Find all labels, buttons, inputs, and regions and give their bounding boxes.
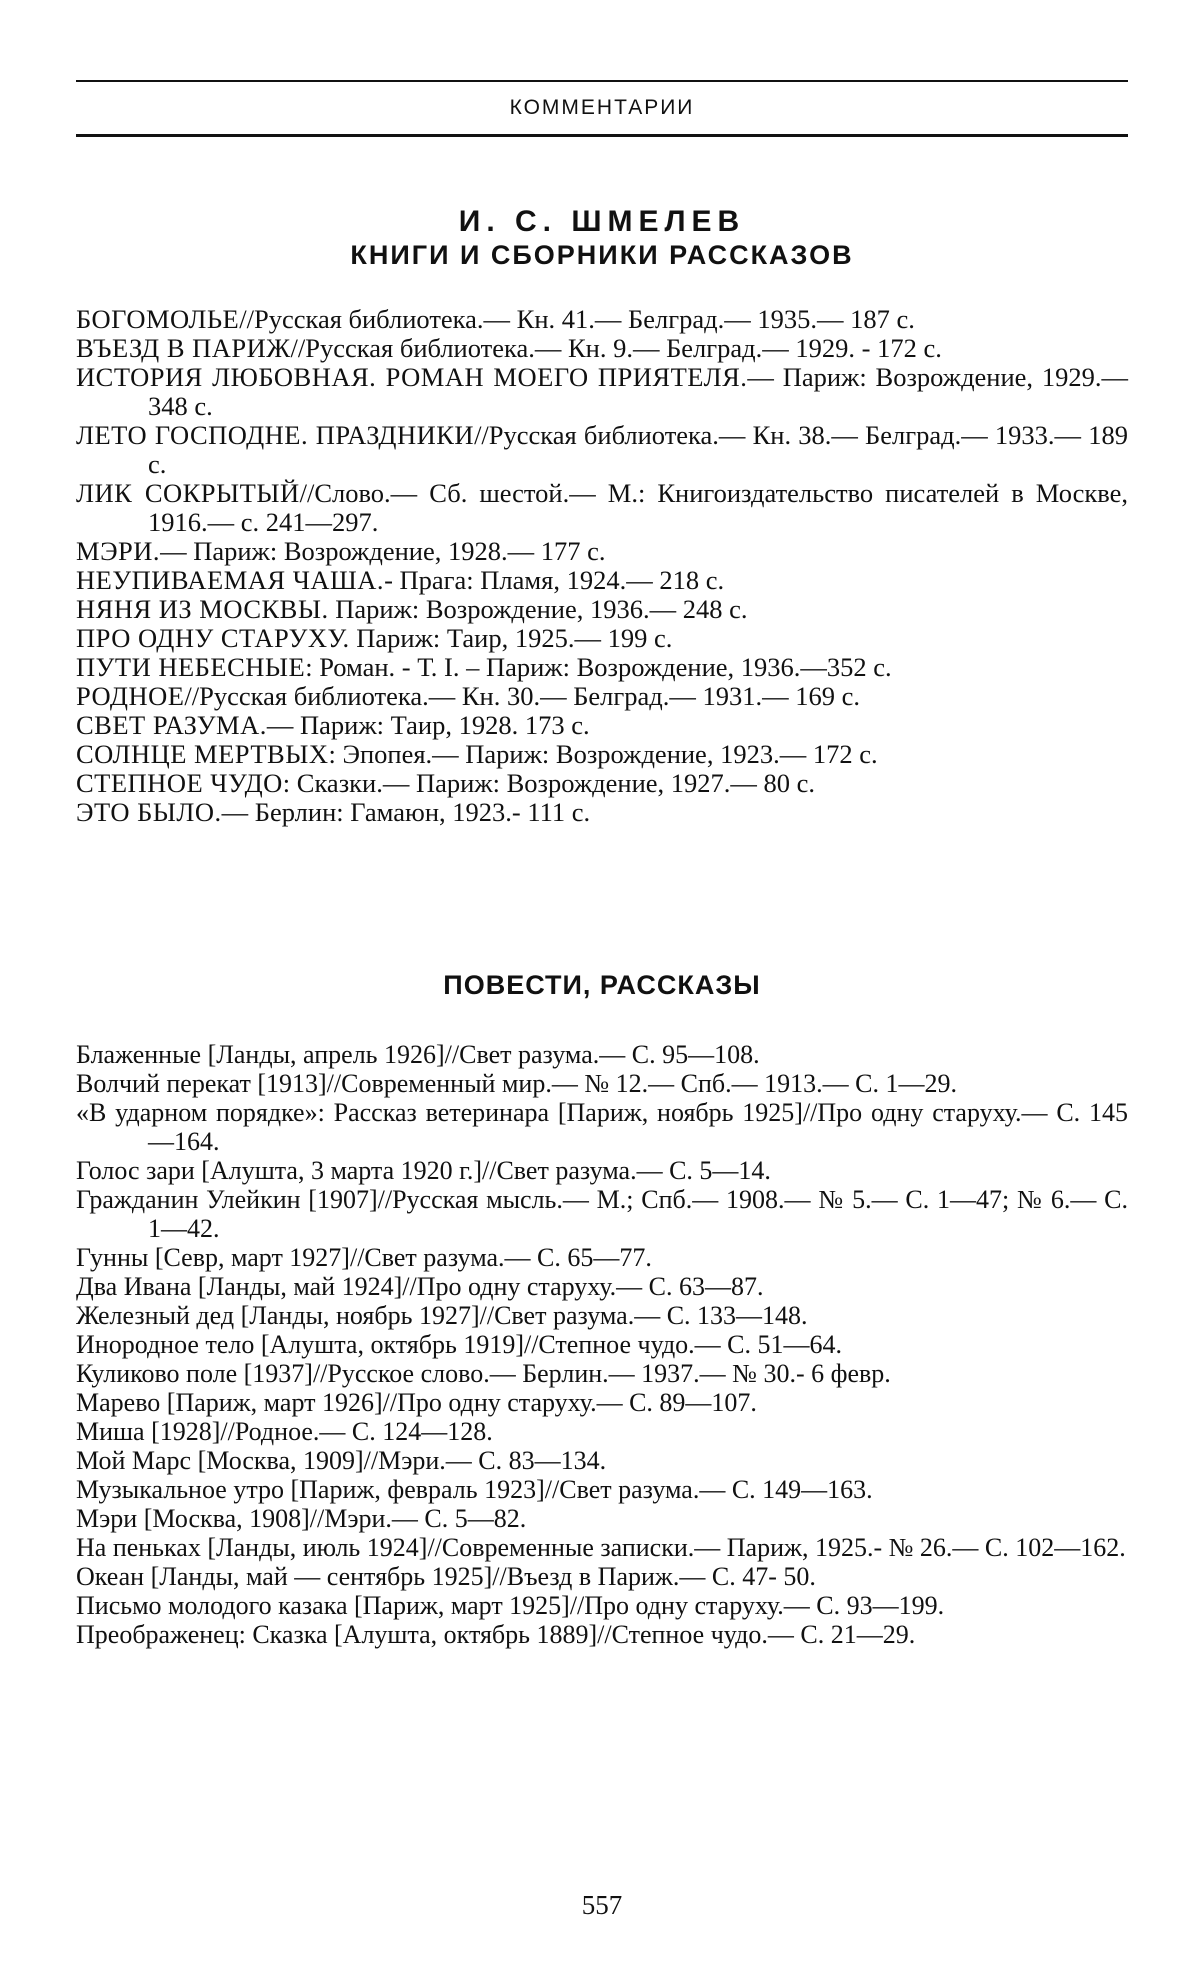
book-details: — Париж: Таир, 1928. 173 с. — [266, 710, 590, 740]
book-details: //Слово.— Сб. шестой.— М.: Книгоиздательство писателей в Москве, 1916.— с. 241—297. — [148, 478, 1128, 537]
books-heading: КНИГИ И СБОРНИКИ РАССКАЗОВ — [350, 240, 854, 270]
book-details: : Роман. - Т. I. – Париж: Возрождение, 1936.—352 с. — [305, 652, 892, 682]
book-details: - Прага: Пламя, 1924.— 218 с. — [384, 565, 725, 595]
book-entry — [76, 479, 1128, 537]
book-title: НЯНЯ ИЗ МОСКВЫ. — [76, 594, 329, 624]
book-title: МЭРИ. — [76, 536, 161, 566]
story-entry: Марево [Париж, март 1926]//Про одну старуху.— С. 89—107. — [76, 1388, 757, 1417]
book-details: //Русская библиотека.— Кн. 41.— Белград.— 1935.— 187 с. — [239, 304, 915, 334]
book-title: ПУТИ НЕБЕСНЫЕ — [76, 652, 306, 682]
book-entry — [76, 653, 1128, 682]
book-title: БОГОМОЛЬЕ — [76, 304, 240, 334]
story-entry: Два Ивана [Ланды, май 1924]//Про одну старуху.— С. 63—87. — [76, 1272, 764, 1301]
book-details: //Русская библиотека.— Кн. 38.— Белград.— 1933.— 189 с. — [148, 420, 1128, 479]
story-entry: Волчий перекат [1913]//Современный мир.— № 12.— Спб.— 1913.— С. 1—29. — [76, 1069, 957, 1098]
book-details: : Эпопея.— Париж: Возрождение, 1923.— 172 с. — [328, 739, 878, 769]
story-entry: Блаженные [Ланды, апрель 1926]//Свет разума.— С. 95—108. — [76, 1040, 760, 1069]
story-entry: Музыкальное утро [Париж, февраль 1923]//Свет разума.— С. 149—163. — [76, 1475, 873, 1504]
book-entry — [76, 334, 1128, 363]
story-entry: Мэри [Москва, 1908]//Мэри.— С. 5—82. — [76, 1504, 527, 1533]
story-entry: Железный дед [Ланды, ноябрь 1927]//Свет разума.— С. 133—148. — [76, 1301, 808, 1330]
book-entry — [76, 624, 1128, 653]
story-entry: Гунны [Севр, март 1927]//Свет разума.— С. 65—77. — [76, 1243, 652, 1272]
titles-block — [76, 205, 1128, 271]
book-title: ЛИК СОКРЫТЫЙ — [76, 478, 300, 508]
books-list — [76, 305, 1128, 827]
book-title: СОЛНЦЕ МЕРТВЫХ — [76, 739, 329, 769]
book-details: — Париж: Возрождение, 1928.— 177 с. — [160, 536, 606, 566]
stories-heading: ПОВЕСТИ, РАССКАЗЫ — [443, 970, 761, 1000]
book-title: СВЕТ РАЗУМА. — [76, 710, 267, 740]
story-entry: На пеньках [Ланды, июль 1924]//Современные записки.— Париж, 1925.- № 26.— С. 102—162. — [76, 1533, 1126, 1562]
book-entry — [76, 740, 1128, 769]
book-details: //Русская библиотека.— Кн. 30.— Белград.— 1931.— 169 с. — [184, 681, 861, 711]
book-entry — [76, 305, 1128, 334]
book-entry — [76, 711, 1128, 740]
book-title: ЛЕТО ГОСПОДНЕ. ПРАЗДНИКИ — [76, 420, 475, 450]
book-details: — Париж: Возрождение, 1929.— 348 с. — [148, 362, 1128, 421]
book-details: : Сказки.— Париж: Возрождение, 1927.— 80 с. — [282, 768, 816, 798]
story-entry: Преображенец: Сказка [Алушта, октябрь 1889]//Степное чудо.— С. 21—29. — [76, 1620, 916, 1649]
book-title: РОДНОЕ — [76, 681, 185, 711]
book-entry — [76, 363, 1128, 421]
book-details: //Русская библиотека.— Кн. 9.— Белград.— 1929. - 172 с. — [290, 333, 942, 363]
story-entry: Голос зари [Алушта, 3 марта 1920 г.]//Свет разума.— С. 5—14. — [76, 1156, 771, 1185]
book-title: ВЪЕЗД В ПАРИЖ — [76, 333, 291, 363]
story-entry: Инородное тело [Алушта, октябрь 1919]//Степное чудо.— С. 51—64. — [76, 1330, 843, 1359]
story-entry: Письмо молодого казака [Париж, март 1925]//Про одну старуху.— С. 93—199. — [76, 1591, 945, 1620]
story-entry: Мой Марс [Москва, 1909]//Мэри.— С. 83—134. — [76, 1446, 607, 1475]
book-title: СТЕПНОЕ ЧУДО — [76, 768, 283, 798]
book-title: ЭТО БЫЛО. — [76, 797, 222, 827]
running-head-text: КОММЕНТАРИИ — [509, 96, 695, 119]
author-heading: И. С. ШМЕЛЕВ — [458, 205, 746, 238]
book-entry — [76, 566, 1128, 595]
book-details: Париж: Возрождение, 1936.— 248 с. — [328, 594, 748, 624]
story-entry: Куликово поле [1937]//Русское слово.— Берлин.— 1937.— № 30.- 6 февр. — [76, 1359, 891, 1388]
book-title: ИСТОРИЯ ЛЮБОВНАЯ. РОМАН МОЕГО ПРИЯТЕЛЯ. — [76, 362, 748, 392]
book-entry — [76, 682, 1128, 711]
story-entry: «В ударном порядке»: Рассказ ветеринара [Париж, ноябрь 1925]//Про одну старуху.— С. 145—164. — [76, 1098, 1128, 1156]
stories-list — [76, 1040, 1128, 1649]
book-entry — [76, 537, 1128, 566]
story-entry: Гражданин Улейкин [1907]//Русская мысль.— М.; Спб.— 1908.— № 5.— С. 1—47; № 6.— С. 1—42. — [76, 1185, 1128, 1243]
page-number: 557 — [581, 1890, 623, 1920]
book-details: — Берлин: Гамаюн, 1923.- 111 с. — [221, 797, 591, 827]
book-entry — [76, 798, 1128, 827]
book-title: НЕУПИВАЕМАЯ ЧАША. — [76, 565, 385, 595]
book-entry — [76, 769, 1128, 798]
book-entry — [76, 595, 1128, 624]
story-entry: Океан [Ланды, май — сентябрь 1925]//Въезд в Париж.— С. 47- 50. — [76, 1562, 816, 1591]
book-entry — [76, 421, 1128, 479]
running-head — [76, 80, 1128, 137]
book-details: Париж: Таир, 1925.— 199 с. — [349, 623, 673, 653]
story-entry: Миша [1928]//Родное.— С. 124—128. — [76, 1417, 493, 1446]
book-title: ПРО ОДНУ СТАРУХУ. — [76, 623, 350, 653]
